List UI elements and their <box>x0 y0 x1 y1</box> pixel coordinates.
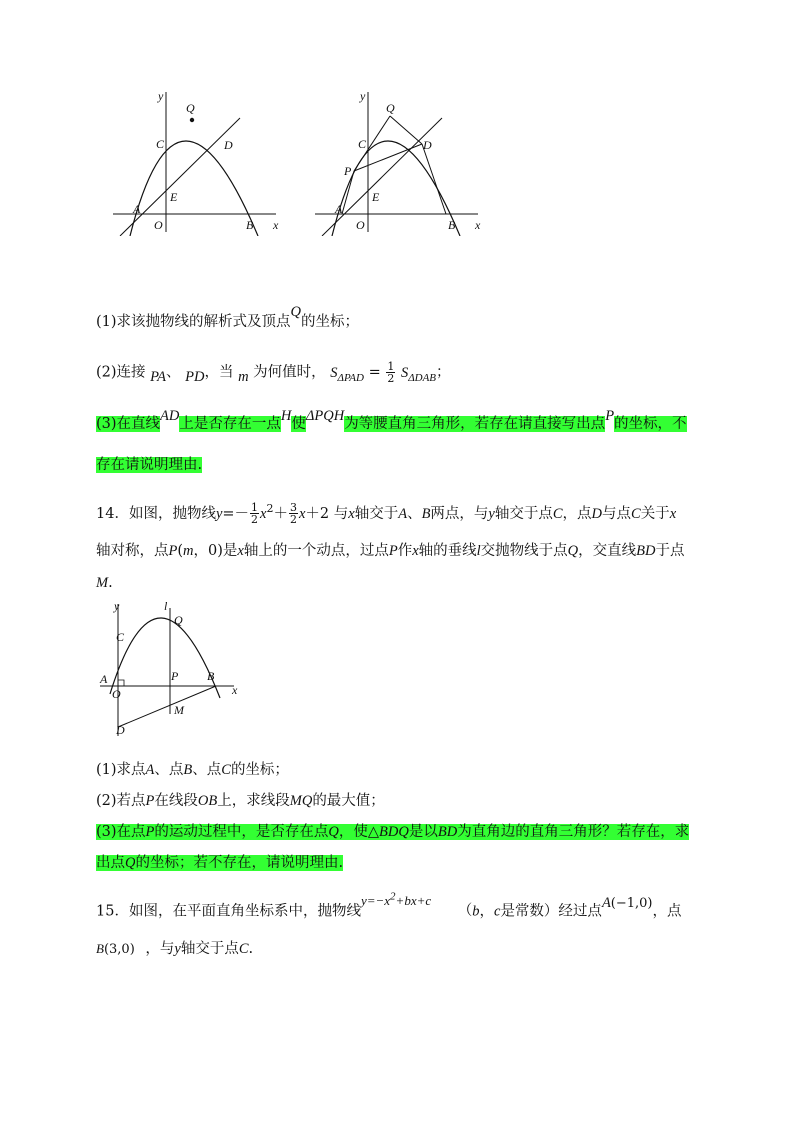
line-ad <box>120 118 240 236</box>
parabola-curve <box>130 141 258 236</box>
fig1-label-a: A <box>133 202 141 216</box>
fig1-label-b: B <box>246 218 254 232</box>
q13-part3-line1: (3)在直线AD上是否存在一点H使ΔPQH为等腰直角三角形，若存在请直接写出点P的坐标，不 <box>96 408 687 432</box>
figure-2-parabola <box>310 86 490 236</box>
fig1-label-c: C <box>156 137 165 151</box>
fig1-label-e: E <box>170 190 178 204</box>
parabola-curve <box>332 141 460 236</box>
q13-part2: (2)连接 PA、 PD，当 m 为何值时， $S_{\Delta PAD}$ = $\frac{1}{2}$ $S_{\Delta DAB}$； <box>96 360 451 385</box>
figure-1-parabola <box>108 86 288 236</box>
fig1-label-x: x <box>273 218 279 232</box>
q15-formula: $y=-x^2+bx+c$ <box>360 891 432 909</box>
line-bd <box>118 686 216 727</box>
fig3-label-q: Q <box>174 613 183 627</box>
q15-line2: B(3,0) ，与y轴交于点C. <box>96 941 254 957</box>
fig2-label-d: D <box>423 138 432 152</box>
q14-part2: (2)若点P在线段OB上，求线段MQ的最大值； <box>96 793 385 809</box>
q13-part1: (1)求该抛物线的解析式及顶点Q的坐标； <box>96 304 360 330</box>
q14-part3-line2: 出点Q的坐标；若不存在，请说明理由. <box>96 855 344 871</box>
fig2-label-b: B <box>448 218 456 232</box>
q14-line2: 轴对称，点P(m，0)是x轴上的一个动点，过点P作x轴的垂线l交抛物线于点Q，交直线BD于点 <box>96 543 685 559</box>
segment-db <box>422 144 446 214</box>
fig2-label-q: Q <box>386 101 395 115</box>
fig3-label-p: P <box>171 669 179 683</box>
fig2-label-y: y <box>360 89 366 103</box>
fig3-label-b: B <box>207 669 215 683</box>
fig2-label-c: C <box>358 137 367 151</box>
fig3-label-c: C <box>116 630 125 644</box>
fig3-label-l: l <box>164 599 168 613</box>
fig1-label-y: y <box>158 89 164 103</box>
fig1-label-o: O <box>154 218 163 232</box>
fig3-label-y: y <box>114 599 120 613</box>
q14-line3: M. <box>96 575 113 591</box>
right-angle-mark <box>118 680 124 686</box>
fig2-label-a: A <box>335 202 343 216</box>
vertex-q-dot <box>190 118 194 122</box>
fraction-one-half: $\frac{1}{2}$ <box>387 360 395 385</box>
q14-part1: (1)求点A、点B、点C的坐标； <box>96 762 289 778</box>
q15-line1: 15．如图，在平面直角坐标系中，抛物线$y=-x^2+bx+c$ （b，c是常数）经过点A(−1,0)，点 <box>96 891 682 920</box>
fig3-label-m: M <box>174 703 184 717</box>
fig2-label-p: P <box>344 164 352 178</box>
fig3-label-d: D <box>116 723 125 737</box>
q13-part3-line2: 存在请说明理由. <box>96 457 203 473</box>
fig1-label-d: D <box>224 138 233 152</box>
q14-line1: 14．如图，抛物线y=－ $\frac{1}{2}$ $x^2+$ $\frac{3}{2}$ x＋2 与x轴交于A、B两点，与y轴交于点C，点D与点C关于x <box>96 501 677 527</box>
fig1-label-q: Q <box>186 101 195 115</box>
fig3-label-a: A <box>100 672 108 686</box>
segment-qd <box>390 116 422 144</box>
fig2-label-o: O <box>356 218 365 232</box>
fig3-label-o: O <box>112 687 121 701</box>
fig2-label-e: E <box>372 190 380 204</box>
fig2-label-x: x <box>475 218 481 232</box>
fig3-label-x: x <box>232 683 238 697</box>
q14-part3-line1: (3)在点P的运动过程中，是否存在点Q，使△BDQ是以BD为直角边的直角三角形？若存在，求 <box>96 824 690 840</box>
area-formula: $S_{\Delta PAD}$ <box>330 364 364 384</box>
figure-3-parabola <box>96 598 244 740</box>
line-ad <box>322 118 442 236</box>
